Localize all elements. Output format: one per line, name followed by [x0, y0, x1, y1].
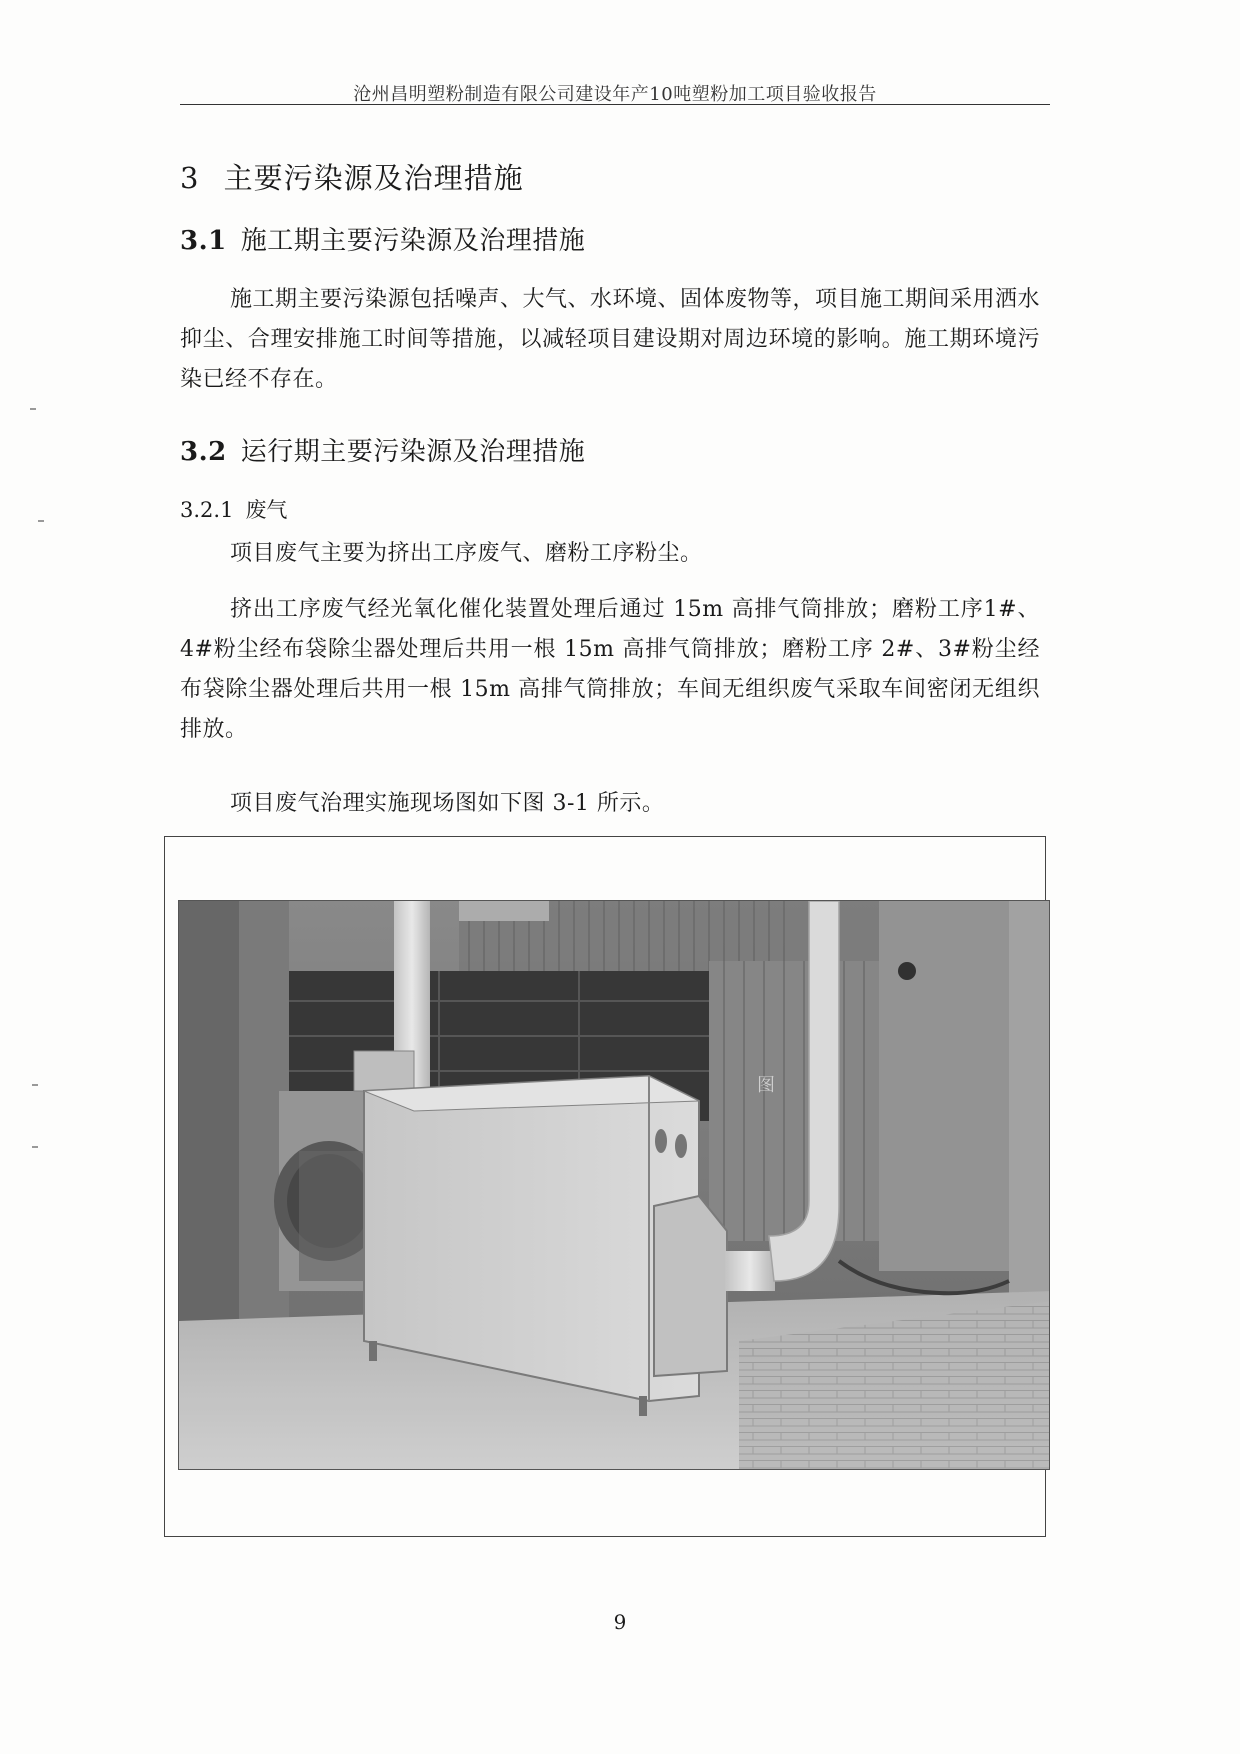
- photo-illustration: [179, 901, 1050, 1470]
- section-3-heading: [180, 156, 524, 197]
- running-header: 沧州昌明塑粉制造有限公司建设年产10吨塑粉加工项目验收报告: [353, 84, 877, 105]
- section-3-1-number: 3.1: [180, 226, 227, 256]
- section-3-1-heading: [180, 220, 585, 257]
- section-3-2-1-heading: [180, 494, 287, 524]
- waste-gas-summary: 项目废气主要为挤出工序废气、磨粉工序粉尘。: [230, 541, 703, 566]
- section-3-1-paragraph: 施工期主要污染源包括噪声、大气、水环境、固体废物等，项目施工期间采用洒水抑尘、合理安排施工时间等措施，以减轻项目建设期对周边环境的影响。施工期环境污染已经不存在。: [180, 287, 1041, 392]
- scan-speck: [32, 1084, 38, 1086]
- section-3-2-heading: [180, 431, 585, 468]
- section-3-number: 3: [180, 161, 200, 195]
- scan-speck: [38, 520, 44, 522]
- scan-speck: [32, 1146, 38, 1148]
- section-3-2-number: 3.2: [180, 437, 227, 467]
- section-3-2-1-number: 3.2.1: [180, 498, 234, 522]
- site-photo-waste-gas-treatment: [178, 900, 1050, 1470]
- header-rule: [180, 104, 1050, 105]
- section-3-2-1-title: 废气: [245, 498, 288, 522]
- section-3-1-title: 施工期主要污染源及治理措施: [240, 226, 586, 256]
- figure-reference-paragraph: 项目废气治理实施现场图如下图 3-1 所示。: [230, 791, 665, 816]
- section-3-2-title: 运行期主要污染源及治理措施: [240, 437, 586, 467]
- page-number: 9: [613, 1610, 627, 1634]
- scan-speck: [30, 408, 36, 410]
- wall-panel-label: 图: [757, 1075, 775, 1096]
- waste-gas-treatment-paragraph: 挤出工序废气经光氧化催化装置处理后通过 15m 高排气筒排放；磨粉工序1#、4#粉尘经布袋除尘器处理后共用一根 15m 高排气筒排放；磨粉工序 2#、3#粉尘经布袋除尘器处理后共用一根 15m 高排气筒排放；车间无组织废气采取车间密闭无组织排放。: [180, 597, 1040, 742]
- section-3-title: 主要污染源及治理措施: [223, 161, 524, 195]
